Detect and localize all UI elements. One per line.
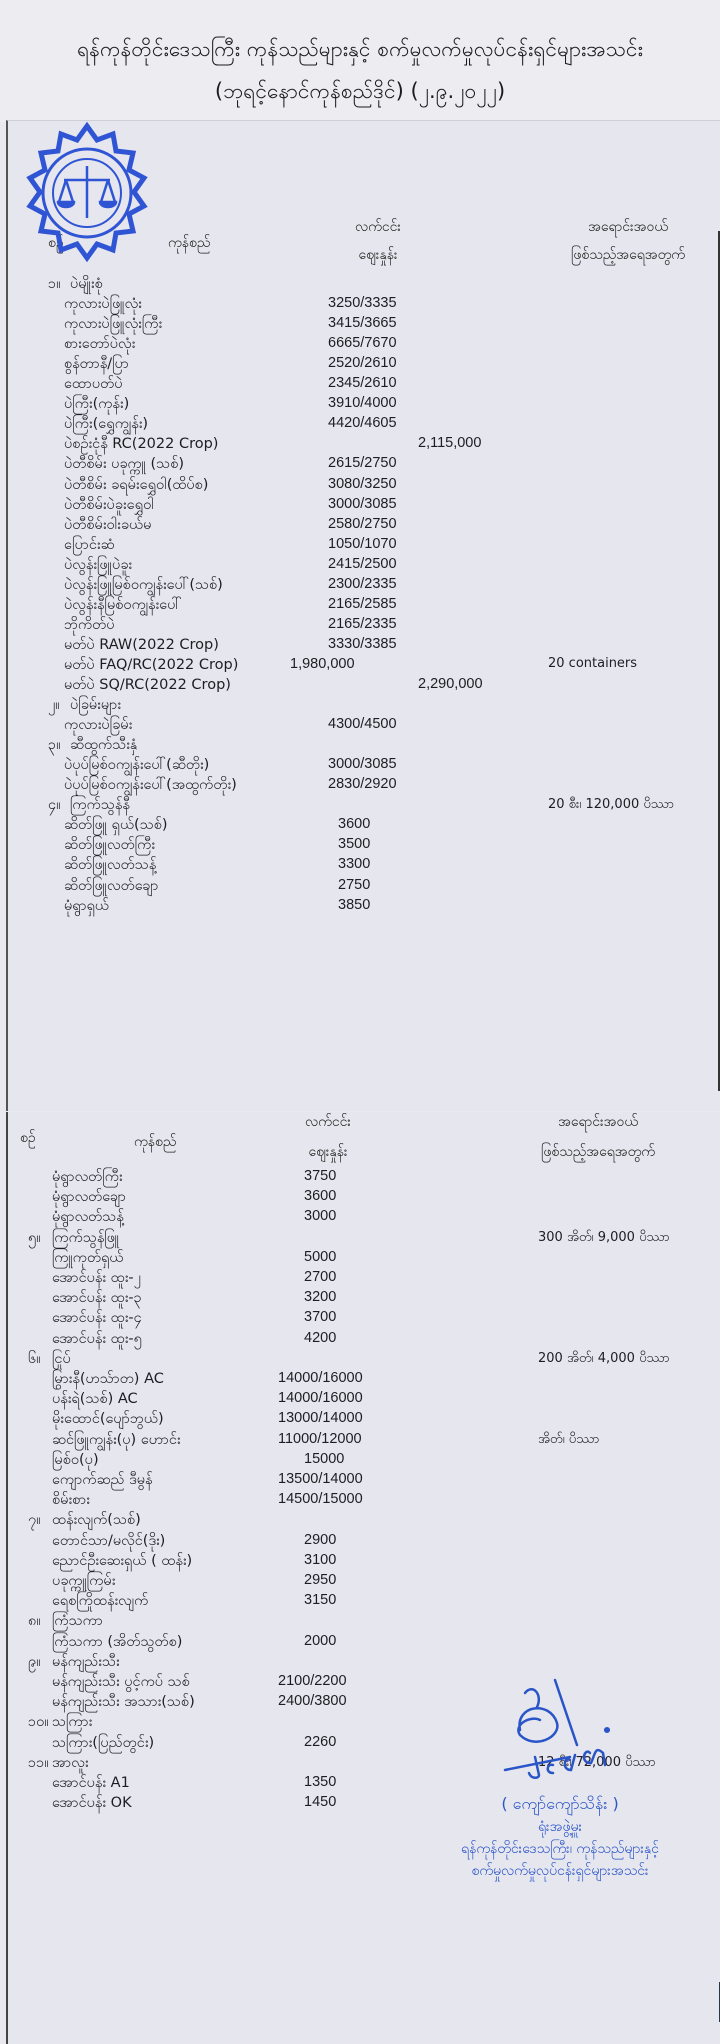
- trade-volume: 300 အိတ်၊ 9,000 ပိဿာ: [538, 1229, 670, 1245]
- spot-price: 14500/15000: [278, 1491, 363, 1508]
- spot-price: 2900: [304, 1531, 337, 1548]
- commodity-name: အာလူး: [52, 1754, 89, 1771]
- spot-price: 1450: [304, 1794, 337, 1811]
- serial-number: ၂။: [48, 697, 60, 714]
- spot-price: 3600: [304, 1188, 337, 1205]
- spot-price: 3300: [338, 856, 371, 873]
- spot-price: 4300/4500: [328, 716, 397, 733]
- spot-price: 5000: [304, 1248, 337, 1265]
- spot-price: 13000/14000: [278, 1410, 363, 1427]
- lot-price: 2,290,000: [418, 676, 483, 692]
- trade-volume: 200 အိတ်၊ 4,000 ပိဿာ: [538, 1350, 670, 1366]
- commodity-name: မုံရွာလတ်သန့်: [52, 1209, 124, 1226]
- serial-number: ၆။: [28, 1350, 41, 1367]
- commodity-name: ကြူကုတ်ရှယ်: [52, 1249, 124, 1266]
- spot-price: 3600: [338, 816, 371, 833]
- spot-price: 15000: [304, 1450, 345, 1467]
- commodity-name: ပဲပုပ်မြစ်ဝကျွန်းပေါ်(ဆီတိုး): [64, 757, 210, 774]
- lot-price: 2,115,000: [418, 435, 482, 452]
- serial-number: ၁၀။: [28, 1714, 49, 1731]
- commodity-name: ကုလားပဲခြမ်း: [64, 717, 133, 734]
- commodity-name: ပဲတီစိမ်း ခရမ်းရွှေဝါ(ထိပ်စ): [64, 476, 209, 493]
- commodity-name: ပခုက္ကူကြမ်း: [52, 1573, 116, 1589]
- column-serial: စဉ်: [20, 1130, 36, 1146]
- association-seal-icon: [12, 118, 162, 268]
- commodity-name: မုံရွာရှယ်: [64, 897, 109, 914]
- spot-price: 3080/3250: [328, 475, 397, 492]
- commodity-name: မန်ကျည်းသီး ပွင့်ကပ် သစ်: [52, 1674, 190, 1690]
- price-sheet-page-1: [6, 120, 720, 1111]
- trade-volume: 12 စီး၊ 72,000 ပိဿာ: [538, 1754, 656, 1770]
- spot-price: 2615/2750: [328, 455, 397, 472]
- commodity-name: ပဲတီစိမ်း ပခုက္ကူ (သစ်): [64, 456, 185, 473]
- spot-price: 14000/16000: [278, 1390, 363, 1407]
- spot-price: 2300/2335: [328, 575, 397, 592]
- table-row: [8, 897, 720, 921]
- commodity-name: ပဲလွန်းဖြူပဲခူး: [64, 556, 133, 573]
- spot-price: 6665/7670: [328, 335, 397, 352]
- spot-price: 3415/3665: [328, 315, 397, 332]
- commodity-name: အောင်ပန်း ထူး-၅: [52, 1330, 142, 1347]
- spot-price: 2950: [304, 1572, 337, 1588]
- commodity-name: အောင်ပန်း A1: [52, 1775, 130, 1791]
- commodity-name: မတ်ပဲ SQ/RC(2022 Crop): [64, 677, 231, 693]
- spot-price: 3910/4000: [328, 395, 397, 412]
- commodity-name: မိုးထောင်(ပျော်ဘွယ်): [52, 1411, 164, 1428]
- commodity-name: အောင်ပန်း ထူး-၃: [52, 1290, 142, 1307]
- serial-number: ၅။: [28, 1229, 41, 1246]
- spot-price: 3000/3085: [328, 495, 397, 512]
- spot-price: 2520/2610: [328, 355, 397, 372]
- commodity-name: မန်ကျည်းသီး: [52, 1653, 120, 1670]
- commodity-name: မြွားနီ(ဟသ်ာတ) AC: [52, 1371, 164, 1387]
- commodity-name: သကြား(ပြည်တွင်း): [52, 1734, 155, 1751]
- spot-price: 2580/2750: [328, 515, 397, 532]
- commodity-name: ငြုပ်: [52, 1350, 71, 1367]
- commodity-name: ပြောင်းဆံ: [64, 536, 115, 553]
- spot-price: 2750: [338, 876, 371, 893]
- commodity-name: ပန်းရဲ(သစ်) AC: [52, 1391, 138, 1408]
- commodity-name: ပဲခြမ်းများ: [70, 697, 122, 714]
- commodity-name: ဘိုကိတ်ပဲ: [64, 616, 115, 633]
- column-remark-bottom: ဖြစ်သည့်အရေအတွက်: [571, 247, 685, 263]
- spot-price: 1350: [304, 1774, 337, 1790]
- spot-price: 2830/2920: [328, 776, 397, 793]
- column-price-bottom: ဈေးနှုန်း: [358, 247, 398, 263]
- spot-price: 3000: [304, 1208, 337, 1225]
- commodity-name: ကြက်သွန်နီ: [70, 797, 130, 814]
- spot-price: 13500/14000: [278, 1471, 363, 1487]
- commodity-name: ပဲပုပ်မြစ်ဝကျွန်းပေါ်(အထွက်တိုး): [64, 777, 237, 794]
- serial-number: ၁။: [48, 276, 61, 292]
- commodity-name: စိမ်းစား: [52, 1492, 90, 1509]
- column-remark-top: အရောင်းအဝယ်: [588, 219, 668, 235]
- commodity-name: အောင်ပန်း ထူး-၂: [52, 1270, 141, 1286]
- commodity-name: အောင်ပန်း ထူး-၄: [52, 1310, 142, 1327]
- commodity-name: ဆိတ်ဖြူလတ်သန့်: [64, 857, 157, 874]
- document-subtitle-date: (ဘုရင့်နောင်ကုန်စည်ဒိုင်) (၂.၉.၂၀၂၂): [214, 79, 506, 103]
- spot-price: 1,980,000: [290, 655, 355, 672]
- signatory-role: ရုံးအဖွဲ့မှူး: [538, 1819, 582, 1835]
- commodity-name: ထောပတ်ပဲ: [64, 376, 123, 393]
- commodity-name: ပဲတီစိမ်းဝါးခယ်မ: [64, 516, 152, 533]
- column-price-bottom: ဈေးနှုန်း: [308, 1144, 348, 1160]
- commodity-name: ကုလားပဲဖြူလုံး: [64, 296, 142, 313]
- document-header: [0, 0, 720, 122]
- commodity-name: ပဲတီစိမ်းပဲခူးရွှေဝါ: [64, 496, 154, 513]
- commodity-name: ပဲကြီး(ကုန်း): [64, 396, 130, 413]
- signature-block: [400, 1665, 720, 1895]
- commodity-name: သကြား: [52, 1714, 93, 1731]
- spot-price: 3250/3335: [328, 295, 397, 312]
- spot-price: 3000/3085: [328, 756, 397, 773]
- commodity-name: မတ်ပဲ FAQ/RC(2022 Crop): [64, 656, 239, 673]
- spot-price: 3500: [338, 836, 371, 853]
- signatory-org-line1: ရန်ကုန်တိုင်းဒေသကြီး၊ ကုန်သည်များနှင့်: [461, 1841, 659, 1857]
- serial-number: ၃။: [48, 737, 61, 754]
- spot-price: 2165/2585: [328, 595, 397, 612]
- spot-price: 2000: [304, 1632, 337, 1649]
- spot-price: 3330/3385: [328, 635, 397, 652]
- serial-number: ၉။: [28, 1653, 41, 1670]
- commodity-name: ထန်းလျက်(သစ်): [52, 1512, 141, 1529]
- commodity-name: စွန်တာနီ/ပြာ: [64, 356, 129, 373]
- commodity-name: ပဲစဉ်းငုံနီ RC(2022 Crop): [64, 436, 219, 453]
- serial-number: ၇။: [28, 1512, 41, 1529]
- column-remark-top: အရောင်းအဝယ်: [558, 1114, 638, 1130]
- signatory-org-line2: စက်မှုလက်မှုလုပ်ငန်းရှင်များအသင်း: [471, 1863, 649, 1879]
- spot-price: 4200: [304, 1329, 337, 1346]
- spot-price: 2345/2610: [328, 375, 397, 392]
- spot-price: 2165/2335: [328, 615, 397, 632]
- spot-price: 2400/3800: [278, 1693, 347, 1710]
- spot-price: 3750: [304, 1168, 337, 1184]
- column-price-top: လက်ငင်း: [305, 1114, 351, 1130]
- trade-volume: အိတ်၊ ပိဿာ: [538, 1431, 600, 1447]
- column-price-top: လက်ငင်း: [355, 219, 401, 235]
- commodity-name: မုံရွာလတ်ချော: [52, 1189, 127, 1206]
- column-remark-bottom: ဖြစ်သည့်အရေအတွက်: [541, 1144, 655, 1160]
- commodity-name: ရေစကြိုထန်းလျက်: [52, 1593, 149, 1610]
- column-commodity: ကုန်စည်: [168, 235, 211, 251]
- commodity-name: ကုလားပဲဖြူလုံးကြီး: [64, 316, 163, 333]
- column-serial: စဉ်: [48, 235, 64, 251]
- trade-volume: 20 စီး၊ 120,000 ပိဿာ: [548, 797, 675, 813]
- spot-price: 3850: [338, 896, 371, 913]
- commodity-name: ပဲကြီး(ရွှေကျွန်း): [64, 416, 149, 433]
- commodity-name: မုံရွာလတ်ကြီး: [52, 1169, 123, 1185]
- commodity-name: စားတော်ပဲလုံး: [64, 336, 136, 353]
- commodity-name: ကျောက်ဆည် ဒီမွန်: [52, 1472, 153, 1488]
- spot-price: 2100/2200: [278, 1673, 347, 1689]
- commodity-name: ကြံသကာ (အိတ်သွတ်စ): [52, 1633, 183, 1650]
- spot-price: 2260: [304, 1733, 337, 1750]
- document-title: ရန်ကုန်တိုင်းဒေသကြီး ကုန်သည်များနှင့် စက်မှုလက်မှုလုပ်ငန်းရှင်များအသင်း: [77, 37, 643, 61]
- spot-price: 3100: [304, 1551, 337, 1568]
- column-commodity: ကုန်စည်: [134, 1134, 177, 1150]
- commodity-name: မြစ်ဝ(ပု): [52, 1451, 99, 1468]
- commodity-name: မတ်ပဲ RAW(2022 Crop): [64, 636, 219, 653]
- spot-price: 1050/1070: [328, 535, 397, 552]
- serial-number: ၈။: [28, 1613, 41, 1630]
- commodity-name: ဆင်ဖြူကျွန်း(ပု) ဟောင်း: [52, 1431, 181, 1448]
- spot-price: 11000/12000: [278, 1430, 362, 1447]
- spot-price: 3700: [304, 1309, 337, 1326]
- commodity-name: ပဲလွန်းနီမြစ်ဝကျွန်းပေါ်: [64, 596, 182, 613]
- commodity-name: ပဲလွန်းဖြူမြစ်ဝကျွန်းပေါ်(သစ်): [64, 576, 223, 593]
- commodity-name: ကြက်သွန်ဖြူ: [52, 1229, 120, 1246]
- spot-price: 2415/2500: [328, 555, 397, 572]
- commodity-name: ဆိတ်ဖြူ ရှယ်(သစ်): [64, 817, 168, 834]
- serial-number: ၁၁။: [28, 1754, 49, 1771]
- commodity-name: ကြံသကာ: [52, 1613, 103, 1630]
- commodity-name: ဆိတ်ဖြူလတ်ကြီး: [64, 837, 156, 854]
- commodity-name: တောင်သာ/မလိုင်(ဒိုး): [52, 1532, 166, 1549]
- serial-number: ၄။: [48, 797, 61, 814]
- commodity-name: မန်ကျည်းသီး အသား(သစ်): [52, 1694, 195, 1711]
- commodity-name: ညောင်ဦးဆေးရှယ် ( ထန်း): [52, 1552, 193, 1569]
- commodity-name: အောင်ပန်း OK: [52, 1795, 132, 1812]
- handwritten-signature-icon: [495, 1675, 625, 1785]
- commodity-name: ဆီထွက်သီးနှံ: [70, 737, 138, 754]
- spot-price: 14000/16000: [278, 1370, 363, 1386]
- trade-volume: 20 containers: [548, 655, 638, 671]
- commodity-name: ဆိတ်ဖြူလတ်ချော: [64, 877, 159, 894]
- signatory-name: ( ကျော်ကျော်သိန်း ): [501, 1794, 619, 1813]
- spot-price: 4420/4605: [328, 415, 397, 432]
- spot-price: 3150: [304, 1592, 337, 1609]
- price-sheet-page-2: [6, 1112, 720, 2044]
- spot-price: 2700: [304, 1269, 337, 1285]
- commodity-name: ပဲမျိုးစုံ: [70, 276, 103, 292]
- spot-price: 3200: [304, 1289, 337, 1306]
